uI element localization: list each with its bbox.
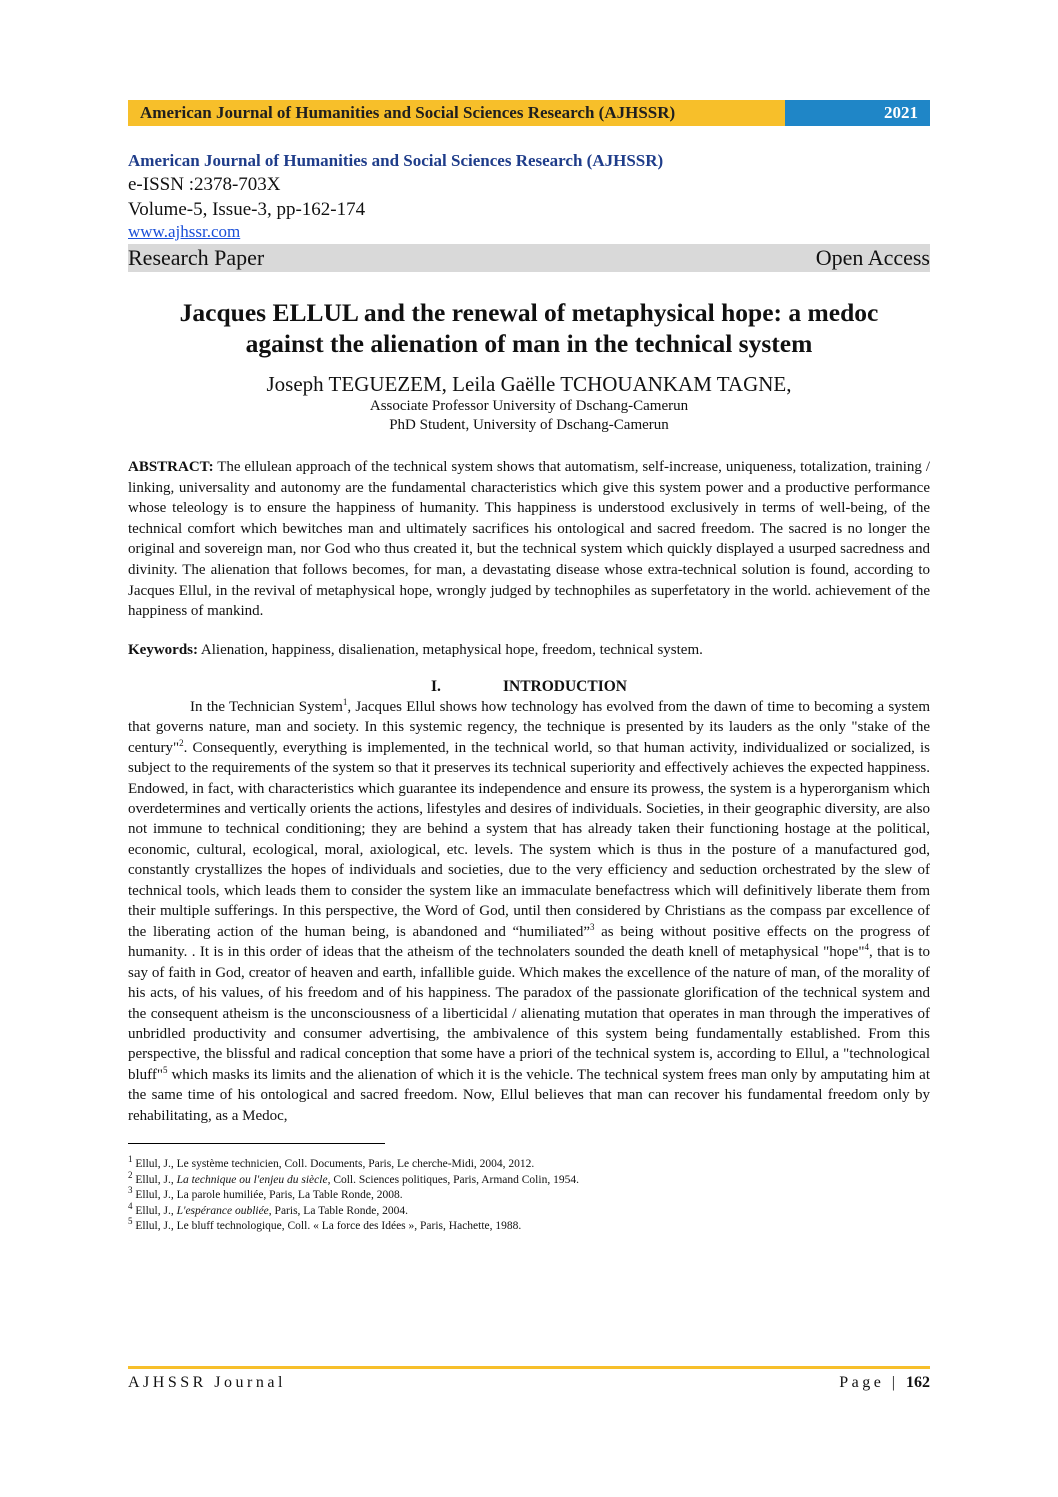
intro-text: which masks its limits and the alienation of which it is the vehicle. The technical system frees man only by amputating him at the same time of his ontological and sacred freedom. Now, Ellul believes that man can recover his fundamental freedom only by rehabilitating, as a Medoc, [128,1066,930,1124]
keywords-text: Alienation, happiness, disalienation, metaphysical hope, freedom, technical system. [198,641,703,658]
meta-journal-name: American Journal of Humanities and Social Sciences Research (AJHSSR) [128,151,664,170]
meta-volume: Volume-5, Issue-3, pp-162-174 [128,199,366,220]
footnote-text: , Coll. Sciences politiques, Paris, Armand Colin, 1954. [327,1173,579,1186]
footnote-italic-title: La technique ou l'enjeu du siècle [176,1173,328,1186]
footnote-item [128,1154,930,1173]
meta-issn: e-ISSN :2378-703X [128,174,281,195]
footer-journal: AJHSSR Journal [128,1374,286,1391]
keywords [128,640,930,660]
footnote-ref[interactable]: 5 [163,1064,168,1075]
footnote-number: 2 [128,1169,133,1180]
paper-title-line-1: Jacques ELLUL and the renewal of metaphysical hope: a medoc [179,298,879,327]
intro-paragraph [128,697,930,1127]
footnote-text: , Paris, La Table Ronde, 2004. [268,1204,408,1217]
section-title: INTRODUCTION [502,677,627,695]
footnote-number: 1 [128,1154,133,1165]
footer-page-label: Page | [839,1374,906,1391]
affiliation-1: Associate Professor University of Dschang-Camerun [369,398,689,414]
footnote-ref[interactable]: 4 [864,942,870,953]
footnote-ref[interactable]: 1 [342,696,348,707]
access-type: Open Access [815,245,930,270]
footnote-item [128,1185,930,1204]
footnote-text: Ellul, J., La parole humiliée, Paris, La Table Ronde, 2008. [132,1189,403,1202]
intro-text: . Consequently, everything is implemented, in the technical world, so that human activity, individualized or socialized, is subject to the requirements of the system so that it preserves its technical superiority and effectively achieves the expected happiness. Endowed, in fact, with characteristics which guarantee its independence and ensure its prowess, the system is a hyperorganism which overdetermines and vertically orients the actions, lifestyles and desires of individuals. Societies, in their geographic diversity, are also not immune to technical conditioning; they are behind a system that has already taken their functioning hostage at the political, economic, cultural, ecological, moral, axiological, etc. levels. The system which is thus in the posture of a manufactured god, constantly crystallizes the hopes of individuals and societies, due to the very efficiency and seduction orchestrated by the slew of technical tools, which leads them to consider the system like an immaculate benefactress which will definitively liberate them from their multiple sufferings. In this perspective, the Word of God, until then considered by Christians as the compass par excellence of the liberating action of the human being, is abandoned and “humiliated” [128,739,930,940]
section-heading [128,677,930,697]
keywords-label: Keywords: [128,641,198,658]
footer-page-number: 162 [906,1374,930,1391]
footnote-number: 5 [128,1216,133,1227]
abstract-text: The ellulean approach of the technical system shows that automatism, self-increase, uniqueness, totalization, training / linking, universality and autonomy are the fundamental characteristics which give this system power and a productive performance whose teleology is to ensure the happiness of humanity. This happiness is understood exclusively in terms of well-being, of the technical comfort which bewitches man and ultimately sacrifices his ontological and sacred freedom. The sacred is no longer the original and sovereign man, nor God who thus created it, but the technical system which quickly displayed a usurped sacredness and divinity. The alienation that follows becomes, for man, a devastating disease whose extra-technical solution is found, according to Jacques Ellul, in the revival of metaphysical hope, wrongly judged by technophiles as superfetatory in the world. achievement of the happiness of mankind. [128,459,930,620]
intro-text: In the Technician System [190,698,343,715]
section-number: I. [430,677,441,695]
footnote-item [128,1216,930,1235]
footnote-number: 3 [128,1185,133,1196]
paper-title-line-2: against the alienation of man in the technical system [245,329,813,358]
footer-page [839,1374,930,1392]
footnotes [128,1154,930,1235]
affiliation-2: PhD Student, University of Dschang-Camerun [389,417,669,433]
intro-text: , that is to say of faith in God, creator of heaven and earth, infallible guide. Which makes the excellence of the nature of man, of the morality of his acts, of his values, of his freedom and of his happiness. The paradox of the passionate glorification of the technical system and the consequent atheism is the unconsciousness of a liberticidal / alienating mutation that operates in man through the imperatives of unbridled productivity and consumer advertising, the ambivalence of this system being fundamentally established. From this perspective, the blissful and radical conception that some have a priori of the technical system is, according to Ellul, a "technological bluff" [128,944,931,1083]
paper-type: Research Paper [128,245,265,270]
page-footer [128,1366,930,1392]
abstract-label: ABSTRACT: [128,459,214,475]
footnote-text: Ellul, J., Le système technicien, Coll. Documents, Paris, Le cherche-Midi, 2004, 2012. [132,1158,535,1171]
intro-text: as being without positive effects on the progress of humanity. . It is in this order of ideas that the atheism of the technolaters sounded the death knell of metaphysical "hope" [128,923,931,961]
footnote-number: 4 [128,1200,133,1211]
footnote-ref[interactable]: 2 [179,737,184,748]
journal-header-bar [128,100,930,126]
footnote-text: Ellul, J., [132,1173,177,1186]
page [128,100,930,1235]
intro-text: , Jacques Ellul shows how technology has evolved from the dawn of time to becoming a system that governs nature, man and society. In this systemic regency, the technique is presented by its lauders as the only "stake of the century" [128,698,930,756]
footnote-text: Ellul, J., Le bluff technologique, Coll. « La force des Idées », Paris, Hachette, 1988. [132,1220,522,1233]
authors: Joseph TEGUEZEM, Leila Gaëlle TCHOUANKAM TAGNE, [266,372,792,396]
journal-url-link[interactable]: www.ajhssr.com [128,222,241,241]
abstract [128,457,930,622]
footnote-ref[interactable]: 3 [589,921,595,932]
paper-type-bar [128,244,930,272]
footnote-divider [128,1143,385,1144]
footnote-italic-title: L'espérance oubliée [176,1204,269,1217]
header-journal-name: American Journal of Humanities and Social Sciences Research (AJHSSR) [128,100,785,126]
footnote-item [128,1169,930,1189]
footnote-text: Ellul, J., [132,1204,177,1217]
header-year: 2021 [785,100,930,126]
journal-meta [128,150,930,272]
footer-rule [128,1366,930,1369]
footnote-item [128,1200,930,1220]
paper-title [128,297,930,359]
